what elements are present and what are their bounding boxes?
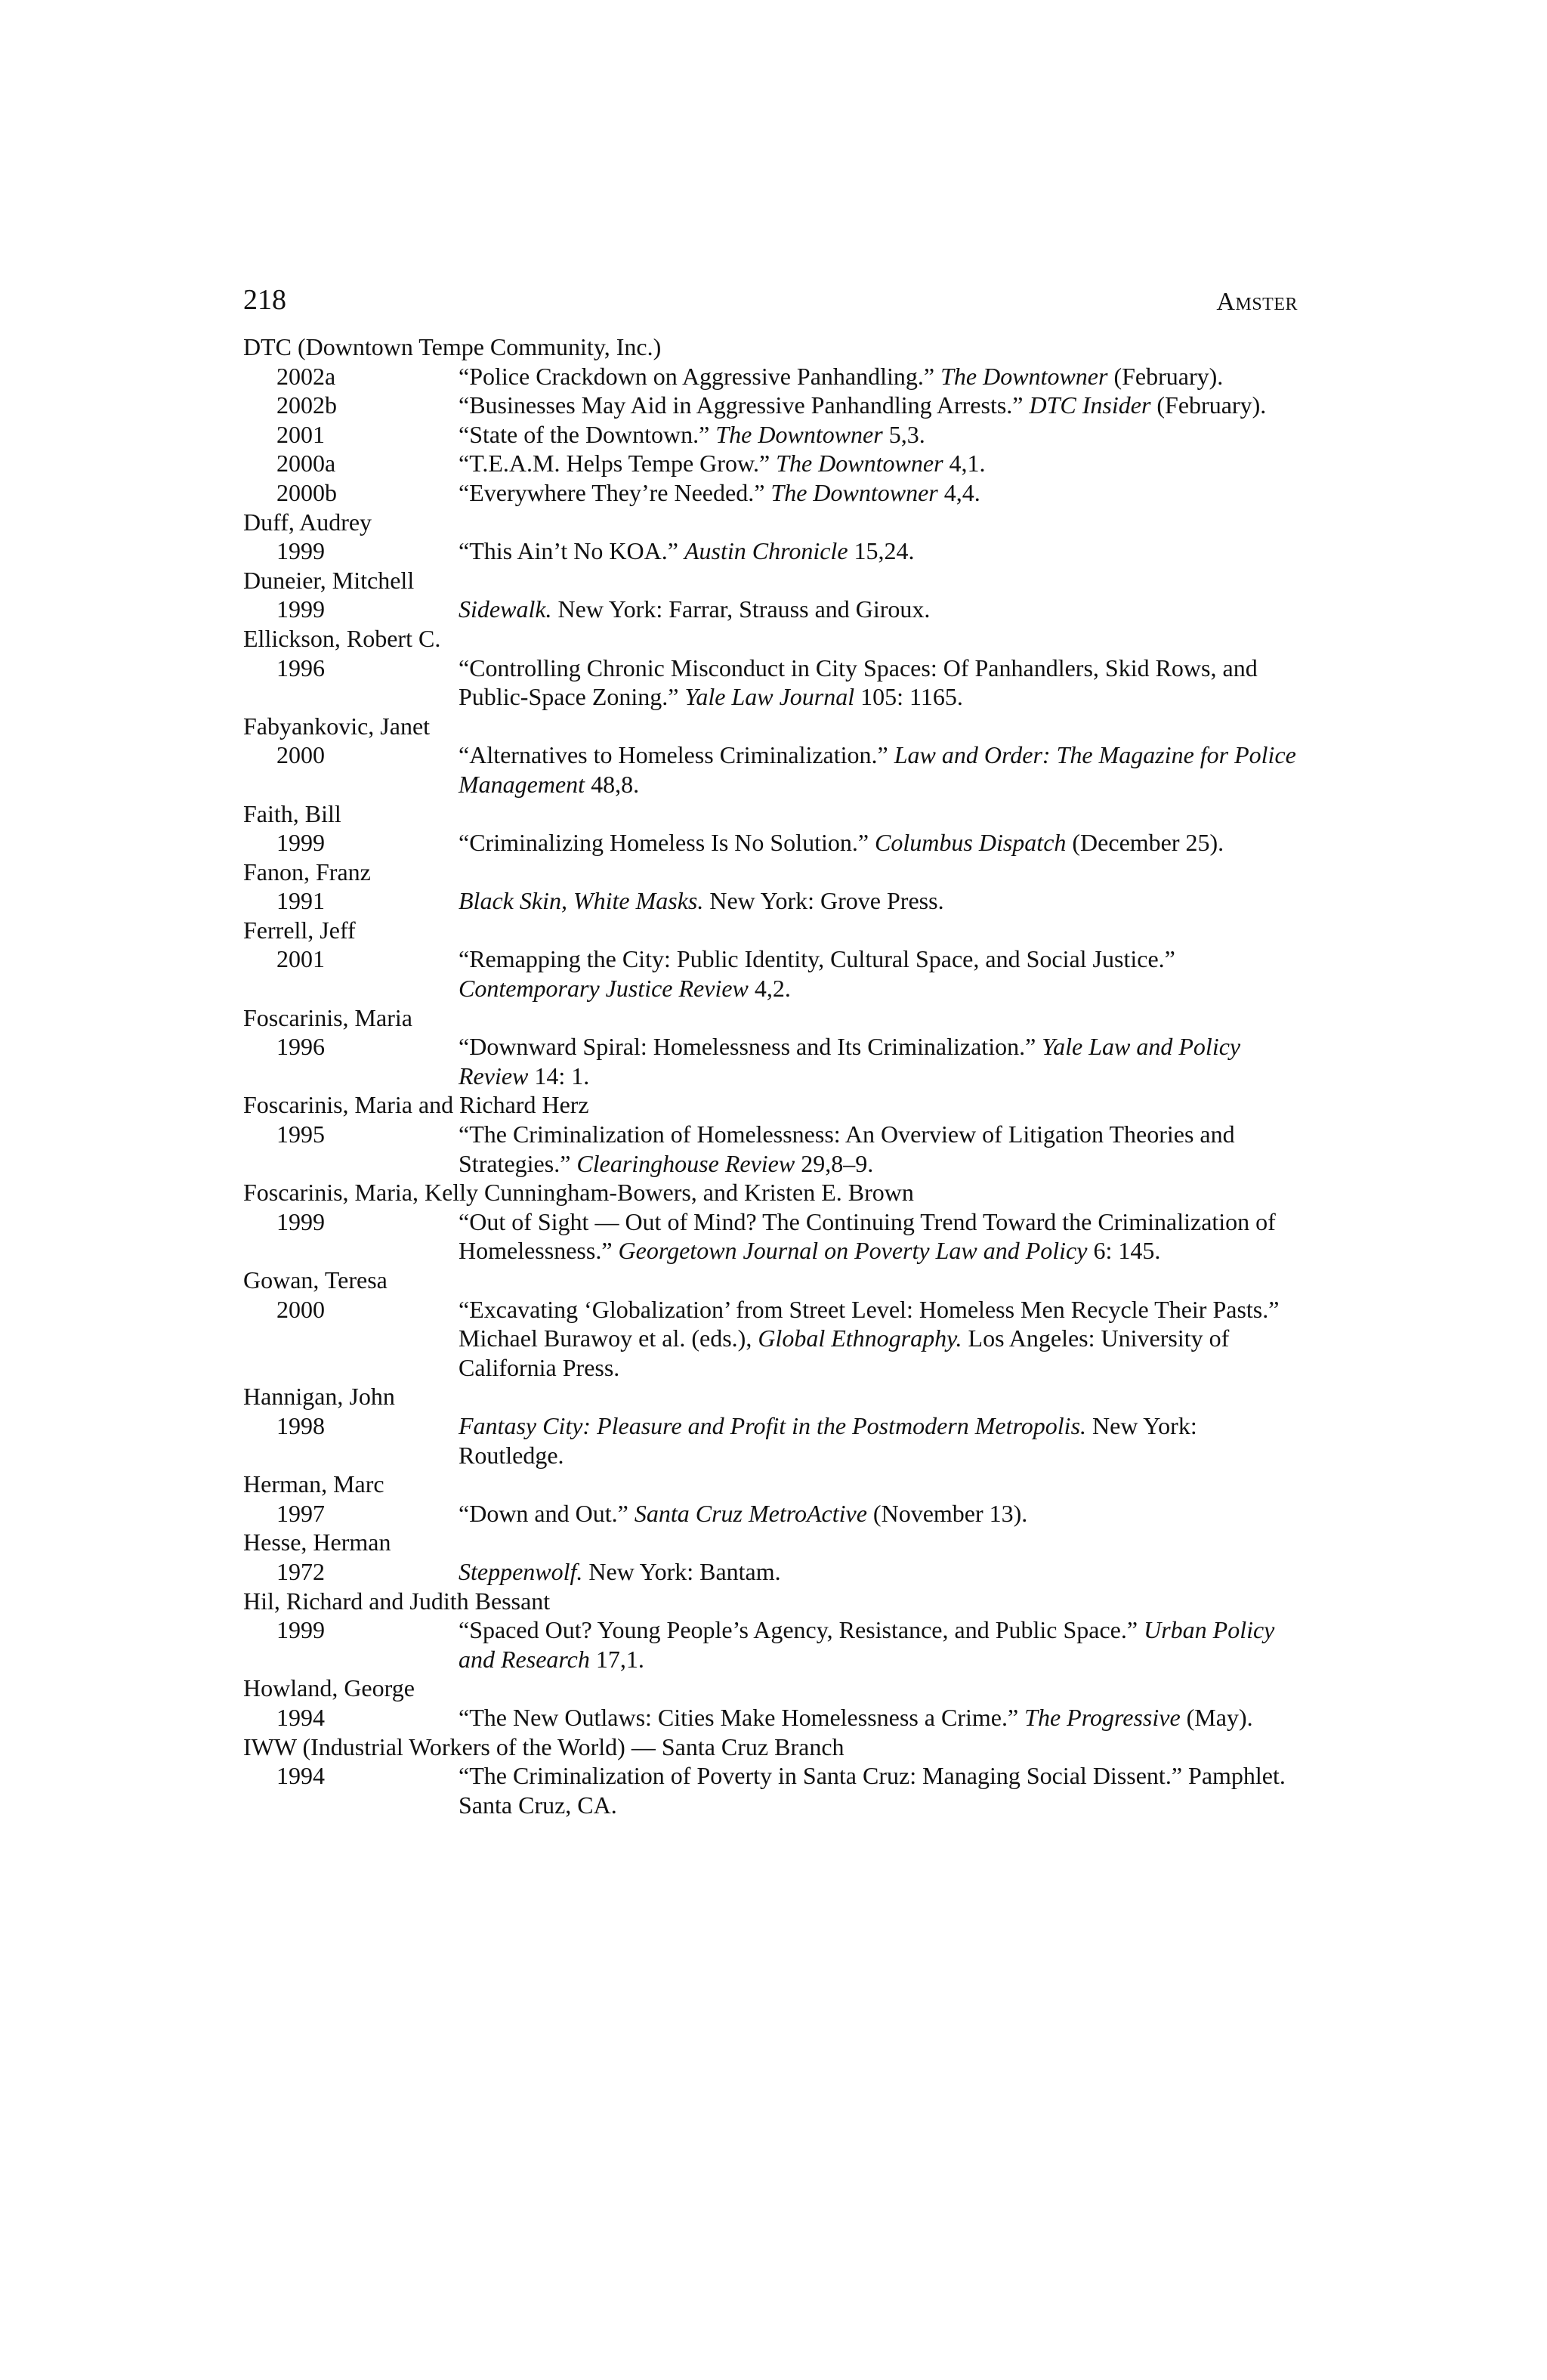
page-number: 218 <box>243 284 286 316</box>
bibliography-entry <box>243 1470 1298 1528</box>
citation-text: New York: Grove Press. <box>703 887 944 915</box>
citation-text: “Alternatives to Homeless Criminalization.” <box>459 741 894 769</box>
work-year: 2002b <box>276 391 337 419</box>
citation-italic-text: Sidewalk. <box>459 595 552 623</box>
work-citation <box>459 944 1298 1003</box>
bibliography-entry <box>243 1003 1298 1091</box>
entry-author: Faith, Bill <box>243 799 341 827</box>
citation-text: “The New Outlaws: Cities Make Homelessness a Crime.” <box>459 1703 1025 1731</box>
entry-work <box>243 886 1298 916</box>
entry-work <box>243 1295 1298 1383</box>
citation-text: New York: Routledge. <box>459 1411 1197 1469</box>
bibliography-entry <box>243 1382 1298 1470</box>
entry-work <box>243 478 1298 508</box>
work-year: 1994 <box>276 1703 325 1731</box>
entry-work <box>243 1703 1298 1732</box>
work-citation <box>459 828 1298 858</box>
work-year: 2000b <box>276 478 337 506</box>
entry-work <box>243 1207 1298 1266</box>
work-citation <box>459 1295 1298 1383</box>
entry-work <box>243 420 1298 450</box>
citation-text: 17,1. <box>589 1645 644 1673</box>
citation-italic-text: The Downtowner <box>770 478 938 506</box>
citation-text: 105: 1165. <box>854 683 963 711</box>
bibliography-entry <box>243 332 1298 508</box>
citation-text: 4,2. <box>748 975 791 1003</box>
entry-work <box>243 828 1298 858</box>
citation-text: “Everywhere They’re Needed.” <box>459 478 771 506</box>
entry-author: Gowan, Teresa <box>243 1266 388 1294</box>
citation-italic-text: Fantasy City: Pleasure and Profit in the Postmodern Metropolis. <box>459 1411 1087 1439</box>
citation-text: 48,8. <box>585 770 640 798</box>
entry-author: Ferrell, Jeff <box>243 916 356 944</box>
entry-work <box>243 595 1298 624</box>
entry-work <box>243 391 1298 420</box>
work-year: 1995 <box>276 1120 325 1148</box>
work-year: 1999 <box>276 1616 325 1644</box>
citation-italic-text: The Downtowner <box>776 450 943 478</box>
citation-italic-text: Global Ethnography. <box>758 1324 962 1352</box>
bibliography-entry <box>243 712 1298 799</box>
citation-italic-text: Black Skin, White Masks. <box>459 887 704 915</box>
bibliography-entry <box>243 1528 1298 1586</box>
running-head: Amster <box>1216 288 1298 316</box>
work-year: 1996 <box>276 654 325 682</box>
entry-work <box>243 449 1298 478</box>
entry-author: Duneier, Mitchell <box>243 566 415 594</box>
entry-author: Ellickson, Robert C. <box>243 624 441 652</box>
citation-text: (May). <box>1180 1703 1253 1731</box>
citation-text: 29,8–9. <box>795 1149 874 1177</box>
citation-italic-text: Clearinghouse Review <box>576 1149 795 1177</box>
entry-author: DTC (Downtown Tempe Community, Inc.) <box>243 333 662 360</box>
citation-text: 15,24. <box>848 537 915 565</box>
work-year: 1972 <box>276 1557 325 1585</box>
citation-text: “The Criminalization of Homelessness: An Overview of Litigation Theories and Strategies.” <box>459 1120 1235 1177</box>
work-year: 1997 <box>276 1499 325 1527</box>
citation-text: “The Criminalization of Poverty in Santa Cruz: Managing Social Dissent.” Pamphlet. Santa Cruz, CA. <box>459 1762 1286 1819</box>
work-citation <box>459 1499 1298 1528</box>
work-citation <box>459 1615 1298 1674</box>
entry-work <box>243 1499 1298 1528</box>
citation-text: “State of the Downtown.” <box>459 420 716 448</box>
work-citation <box>459 420 1298 450</box>
bibliography-entry <box>243 1587 1298 1674</box>
entry-work <box>243 536 1298 566</box>
citation-text: “Criminalizing Homeless Is No Solution.” <box>459 829 875 857</box>
citation-italic-text: The Downtowner <box>940 362 1108 390</box>
entry-work <box>243 654 1298 712</box>
citation-text: “Down and Out.” <box>459 1499 635 1527</box>
citation-italic-text: The Progressive <box>1024 1703 1181 1731</box>
bibliography-entry <box>243 508 1298 566</box>
citation-text: New York: Farrar, Strauss and Giroux. <box>551 595 931 623</box>
work-year: 1991 <box>276 887 325 915</box>
work-year: 2000 <box>276 741 325 769</box>
citation-text: “This Ain’t No KOA.” <box>459 537 684 565</box>
work-citation <box>459 886 1298 916</box>
citation-text: “T.E.A.M. Helps Tempe Grow.” <box>459 450 777 478</box>
work-citation <box>459 536 1298 566</box>
citation-text: New York: Bantam. <box>582 1557 781 1585</box>
citation-italic-text: Austin Chronicle <box>684 537 848 565</box>
citation-italic-text: Law and Order: The Magazine for Police Management <box>459 741 1296 798</box>
citation-text: (February). <box>1107 362 1224 390</box>
work-citation <box>459 1761 1298 1819</box>
citation-text: “Spaced Out? Young People’s Agency, Resistance, and Public Space.” <box>459 1616 1144 1644</box>
work-citation <box>459 1411 1298 1470</box>
citation-text: 5,3. <box>882 420 925 448</box>
work-year: 1999 <box>276 829 325 857</box>
entry-work <box>243 944 1298 1003</box>
entry-author: Foscarinis, Maria and Richard Herz <box>243 1091 589 1119</box>
bibliography-entry <box>243 1732 1298 1820</box>
work-citation <box>459 362 1298 391</box>
work-year: 1999 <box>276 1207 325 1235</box>
citation-text: 4,4. <box>937 478 980 506</box>
work-citation <box>459 740 1298 799</box>
citation-text: “Remapping the City: Public Identity, Cultural Space, and Social Justice.” <box>459 945 1175 973</box>
entry-author: Fanon, Franz <box>243 858 371 886</box>
work-citation <box>459 391 1298 420</box>
citation-text: “Excavating ‘Globalization’ from Street Level: Homeless Men Recycle Their Pasts.” Michael Burawoy et al. (eds.), <box>459 1295 1280 1352</box>
work-year: 2000 <box>276 1295 325 1323</box>
work-citation <box>459 1120 1298 1178</box>
entry-author: Duff, Audrey <box>243 508 372 536</box>
citation-italic-text: Contemporary Justice Review <box>459 975 749 1003</box>
entry-work <box>243 1761 1298 1819</box>
work-year: 1994 <box>276 1762 325 1790</box>
entry-work <box>243 1615 1298 1674</box>
entry-work <box>243 362 1298 391</box>
work-year: 1998 <box>276 1411 325 1439</box>
citation-text: “Police Crackdown on Aggressive Panhandling.” <box>459 362 941 390</box>
citation-italic-text: Yale Law and Policy Review <box>459 1033 1241 1090</box>
entry-work <box>243 1411 1298 1470</box>
citation-italic-text: Columbus Dispatch <box>875 829 1067 857</box>
citation-text: “Businesses May Aid in Aggressive Panhandling Arrests.” <box>459 391 1030 419</box>
entry-work <box>243 740 1298 799</box>
bibliography-entry <box>243 1090 1298 1178</box>
bibliography-list <box>243 332 1298 1819</box>
bibliography-entry <box>243 1178 1298 1266</box>
work-citation <box>459 1032 1298 1090</box>
citation-italic-text: Yale Law Journal <box>684 683 855 711</box>
entry-author: Foscarinis, Maria, Kelly Cunningham-Bowers, and Kristen E. Brown <box>243 1179 914 1207</box>
citation-text: (December 25). <box>1066 829 1224 857</box>
work-citation <box>459 478 1298 508</box>
entry-author: Hannigan, John <box>243 1383 395 1411</box>
entry-work <box>243 1032 1298 1090</box>
citation-text: “Downward Spiral: Homelessness and Its Criminalization.” <box>459 1033 1042 1061</box>
citation-text: 4,1. <box>943 450 986 478</box>
citation-text: (November 13). <box>866 1499 1028 1527</box>
bibliography-entry <box>243 1266 1298 1382</box>
work-citation <box>459 1207 1298 1266</box>
work-year: 2001 <box>276 420 325 448</box>
work-year: 2001 <box>276 945 325 973</box>
work-year: 1999 <box>276 537 325 565</box>
work-year: 2000a <box>276 450 336 478</box>
entry-author: Hil, Richard and Judith Bessant <box>243 1587 551 1615</box>
bibliography-entry <box>243 624 1298 712</box>
citation-text: “Out of Sight — Out of Mind? The Continuing Trend Toward the Criminalization of Homelessness.” <box>459 1207 1276 1265</box>
citation-text: Los Angeles: University of California Press. <box>459 1324 1230 1381</box>
citation-text: (February). <box>1150 391 1267 419</box>
entry-author: Hesse, Herman <box>243 1528 391 1556</box>
work-citation <box>459 1557 1298 1587</box>
bibliography-entry <box>243 858 1298 916</box>
citation-text: 6: 145. <box>1087 1237 1161 1265</box>
entry-author: Herman, Marc <box>243 1470 384 1498</box>
citation-italic-text: Urban Policy and Research <box>459 1616 1275 1673</box>
entry-author: Foscarinis, Maria <box>243 1003 412 1031</box>
citation-italic-text: The Downtowner <box>715 420 883 448</box>
work-year: 1996 <box>276 1033 325 1061</box>
entry-author: IWW (Industrial Workers of the World) — Santa Cruz Branch <box>243 1732 845 1760</box>
work-citation <box>459 654 1298 712</box>
entry-author: Fabyankovic, Janet <box>243 712 431 740</box>
citation-italic-text: Steppenwolf. <box>459 1557 583 1585</box>
work-year: 2002a <box>276 362 336 390</box>
citation-italic-text: DTC Insider <box>1029 391 1151 419</box>
citation-text: 14: 1. <box>528 1062 590 1090</box>
work-citation <box>459 595 1298 624</box>
work-citation <box>459 449 1298 478</box>
work-citation <box>459 1703 1298 1732</box>
citation-text: “Controlling Chronic Misconduct in City Spaces: Of Panhandlers, Skid Rows, and Public-Space Zoning.” <box>459 654 1258 711</box>
bibliography-entry <box>243 566 1298 624</box>
entry-author: Howland, George <box>243 1674 415 1702</box>
citation-italic-text: Georgetown Journal on Poverty Law and Policy <box>618 1237 1088 1265</box>
bibliography-entry <box>243 1674 1298 1732</box>
citation-italic-text: Santa Cruz MetroActive <box>634 1499 867 1527</box>
work-year: 1999 <box>276 595 325 623</box>
bibliography-entry <box>243 799 1298 858</box>
bibliography-entry <box>243 916 1298 1003</box>
page-header <box>243 281 1298 326</box>
entry-work <box>243 1120 1298 1178</box>
entry-work <box>243 1557 1298 1587</box>
